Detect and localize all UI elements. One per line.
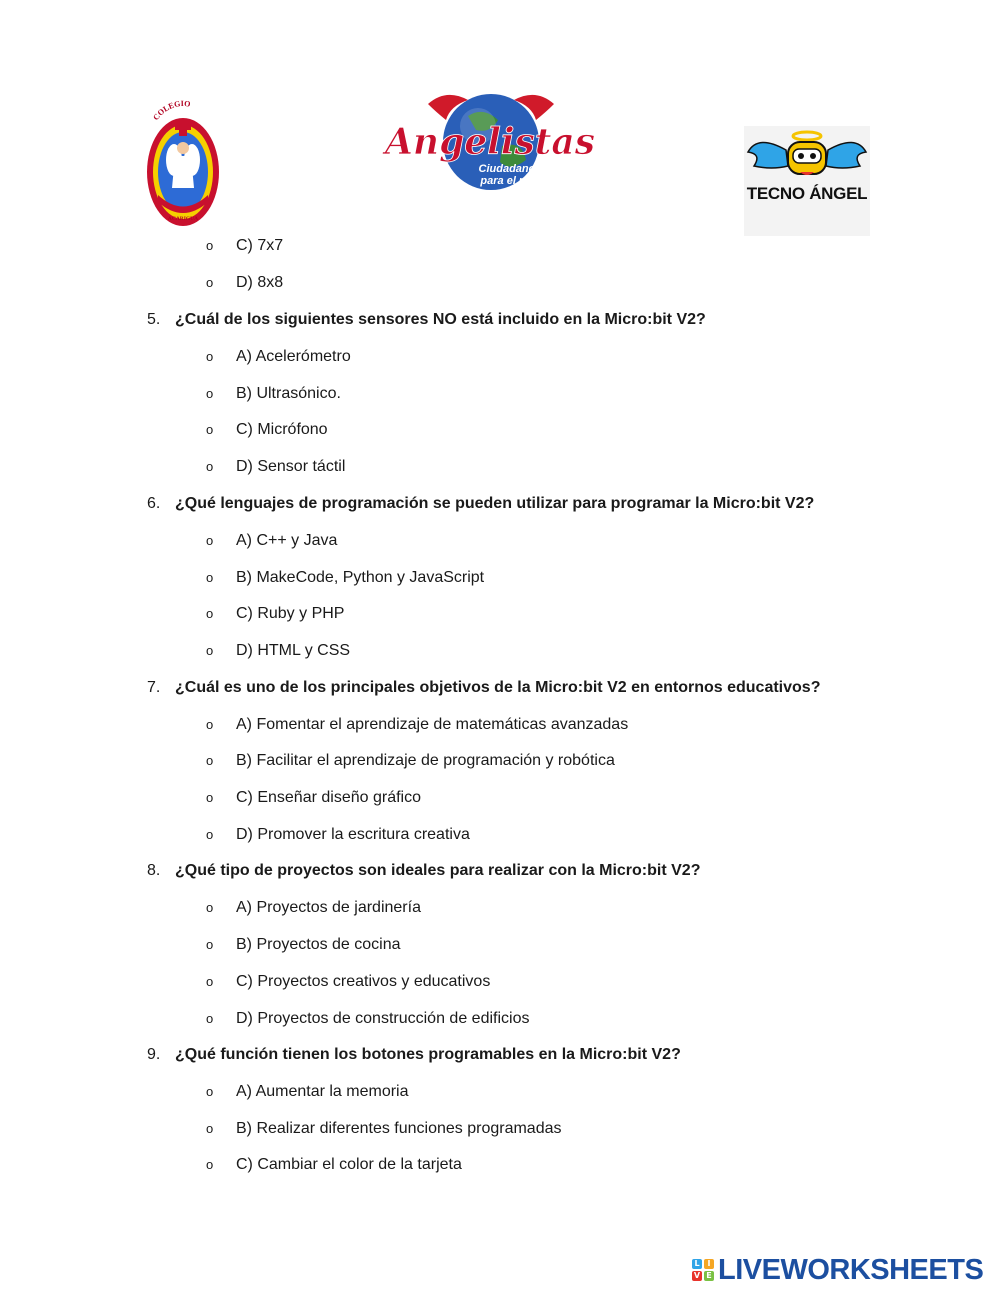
svg-text:para el mundo: para el mundo: [480, 175, 556, 187]
option-7a: o A) Fomentar el aprendizaje de matemáticas avanzadas: [206, 716, 629, 733]
question-text: ¿Qué función tienen los botones programables en la Micro:bit V2?: [175, 1046, 681, 1063]
svg-text:COLEGIO: COLEGIO: [151, 100, 191, 122]
question-text: ¿Cuál es uno de los principales objetivos de la Micro:bit V2 en entornos educativos?: [175, 679, 821, 696]
bullet: o: [206, 1157, 214, 1172]
option-7d: o D) Promover la escritura creativa: [206, 826, 470, 843]
colegio-logo: [138, 100, 228, 232]
question-number: 8.: [147, 862, 161, 879]
bullet: o: [206, 386, 214, 401]
liveworksheets-grid-icon: L I V E: [692, 1259, 714, 1281]
svg-text:Ciudadanos: Ciudadanos: [478, 163, 542, 175]
option-8b: o B) Proyectos de cocina: [206, 936, 401, 953]
option-9c: o C) Cambiar el color de la tarjeta: [206, 1156, 462, 1173]
question-6: [147, 495, 814, 513]
bullet: o: [206, 422, 214, 437]
bullet: o: [206, 974, 214, 989]
option-9a: o A) Aumentar la memoria: [206, 1083, 409, 1100]
bullet: o: [206, 937, 214, 952]
option-6a: o A) C++ y Java: [206, 532, 338, 549]
list-item: o C) 7x7: [206, 237, 284, 254]
option-6d: o D) HTML y CSS: [206, 642, 351, 659]
bullet: o: [206, 275, 214, 290]
question-number: 7.: [147, 679, 161, 696]
bullet: o: [206, 1011, 214, 1026]
question-text: ¿Qué tipo de proyectos son ideales para realizar con la Micro:bit V2?: [175, 862, 701, 879]
bullet: o: [206, 238, 214, 253]
question-8: [147, 862, 700, 880]
question-7: [147, 679, 820, 697]
list-item: o D) 8x8: [206, 274, 284, 291]
question-5: [147, 311, 706, 329]
tecno-angel-title: TECNO ÁNGEL: [746, 184, 868, 203]
question-text: ¿Qué lenguajes de programación se pueden utilizar para programar la Micro:bit V2?: [175, 495, 815, 512]
bullet: o: [206, 753, 214, 768]
option-9b: o B) Realizar diferentes funciones programadas: [206, 1120, 562, 1137]
option-5d: o D) Sensor táctil: [206, 458, 346, 475]
bullet: o: [206, 1121, 214, 1136]
option-5c: o C) Micrófono: [206, 421, 328, 438]
option-5b: o B) Ultrasónico.: [206, 385, 341, 402]
bullet: o: [206, 790, 214, 805]
question-9: [147, 1046, 681, 1064]
angelistas-logo: [384, 86, 596, 198]
question-text: ¿Cuál de los siguientes sensores NO está incluido en la Micro:bit V2?: [175, 311, 706, 328]
bullet: o: [206, 606, 214, 621]
option-8c: o C) Proyectos creativos y educativos: [206, 973, 491, 990]
bullet: o: [206, 717, 214, 732]
bullet: o: [206, 1084, 214, 1099]
bullet: o: [206, 349, 214, 364]
bullet: o: [206, 533, 214, 548]
liveworksheets-wordmark: LIVEWORKSHEETS: [718, 1253, 984, 1286]
tecno-angel-logo: [744, 126, 870, 236]
question-number: 5.: [147, 311, 161, 328]
svg-text:ACARIGUA: ACARIGUA: [167, 216, 199, 222]
option-8d: o D) Proyectos de construcción de edificios: [206, 1010, 530, 1027]
option-7c: o C) Enseñar diseño gráfico: [206, 789, 421, 806]
bullet: o: [206, 827, 214, 842]
bullet: o: [206, 900, 214, 915]
liveworksheets-logo[interactable]: [692, 1255, 983, 1285]
question-number: 9.: [147, 1046, 161, 1063]
bullet: o: [206, 643, 214, 658]
svg-text:Angelistas: Angelistas: [384, 121, 596, 163]
option-5a: o A) Acelerómetro: [206, 348, 351, 365]
question-number: 6.: [147, 495, 161, 512]
option-7b: o B) Facilitar el aprendizaje de programación y robótica: [206, 752, 615, 769]
bullet: o: [206, 459, 214, 474]
option-8a: o A) Proyectos de jardinería: [206, 899, 421, 916]
option-6c: o C) Ruby y PHP: [206, 605, 345, 622]
option-6b: o B) MakeCode, Python y JavaScript: [206, 569, 485, 586]
bullet: o: [206, 570, 214, 585]
